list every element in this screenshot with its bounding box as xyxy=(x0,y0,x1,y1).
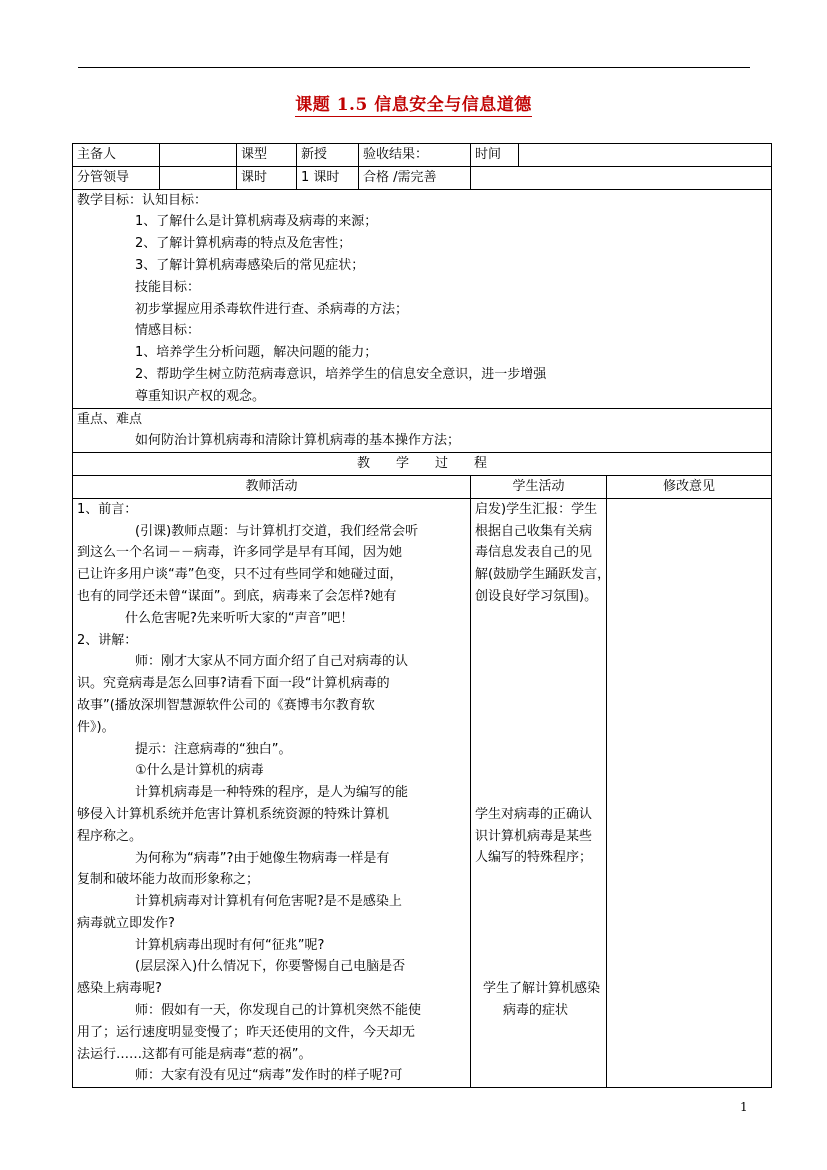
objectives-row xyxy=(73,189,772,408)
student-line: 人编写的特殊程序； xyxy=(475,850,593,866)
header-row-1 xyxy=(73,144,772,167)
objective-line: 3、了解计算机病毒感染后的常见症状； xyxy=(135,257,365,273)
teacher-line: 法运行……这都有可能是病毒“惹的祸”。 xyxy=(77,1046,312,1062)
objective-line: 2、了解计算机病毒的特点及危害性； xyxy=(135,236,352,252)
column-header-row xyxy=(73,475,772,498)
page-number: 1 xyxy=(740,1100,748,1114)
cell-type-value: 新授 xyxy=(297,144,359,167)
teacher-line: (引课)教师点题：与计算机打交道，我们经常会听 xyxy=(135,523,419,539)
teacher-line: 感染上病毒呢? xyxy=(77,981,162,997)
teacher-line: 用了；运行速度明显变慢了；昨天还使用的文件，今天却无 xyxy=(77,1024,416,1040)
comments-cell xyxy=(607,498,772,1088)
teacher-line: 计算机病毒出现时有何“征兆”呢? xyxy=(135,937,325,953)
teacher-line: 程序称之。 xyxy=(77,828,143,844)
key-points-text: 如何防治计算机病毒和清除计算机病毒的基本操作方法； xyxy=(135,433,461,449)
teacher-line: 复制和破坏能力故而形象称之； xyxy=(77,872,260,888)
teacher-line: ①什么是计算机的病毒 xyxy=(135,763,264,779)
student-line: 解(鼓励学生踊跃发言， xyxy=(475,567,611,583)
objective-line: 2、帮助学生树立防范病毒意识，培养学生的信息安全意识，进一步增强 xyxy=(135,366,547,382)
col-comments: 修改意见 xyxy=(607,475,772,498)
cell-time-label: 时间 xyxy=(471,144,519,167)
teacher-line: 师：刚才大家从不同方面介绍了自己对病毒的认 xyxy=(135,654,409,670)
student-line: 识计算机病毒是某些 xyxy=(475,828,593,844)
cell-leader-label: 分管领导 xyxy=(73,166,160,189)
process-title-row xyxy=(73,453,772,476)
student-line: 学生了解计算机感染 xyxy=(483,981,601,997)
teacher-line: 也有的同学还未曾“谋面”。到底，病毒来了会怎样?她有 xyxy=(77,588,397,604)
key-points-label: 重点、难点 xyxy=(77,411,143,427)
activity-row xyxy=(73,498,772,1088)
teacher-line: 计算机病毒对计算机有何危害呢?是不是感染上 xyxy=(135,894,402,910)
cell-preparer-value xyxy=(160,144,237,167)
cell-preparer-label: 主备人 xyxy=(73,144,160,167)
teacher-line: 计算机病毒是一种特殊的程序，是人为编写的能 xyxy=(135,785,409,801)
teacher-line: (层层深入)什么情况下，你要警惕自己电脑是否 xyxy=(135,959,406,975)
teacher-line: 件》)。 xyxy=(77,719,115,735)
col-student: 学生活动 xyxy=(471,475,607,498)
objective-line: 情感目标： xyxy=(135,323,201,339)
student-line: 毒信息发表自己的见 xyxy=(475,545,593,561)
objective-line: 尊重知识产权的观念。 xyxy=(135,388,266,404)
teacher-line: 2、讲解： xyxy=(77,632,138,648)
objective-line: 1、培养学生分析问题，解决问题的能力； xyxy=(135,345,378,361)
cell-hours-label: 课时 xyxy=(237,166,297,189)
teacher-line: 为何称为“病毒”?由于她像生物病毒一样是有 xyxy=(135,850,390,866)
teacher-line: 已让许多用户谈“毒”色变，只不过有些同学和她碰过面， xyxy=(77,567,403,583)
teacher-line: 到这么一个名词－－病毒，许多同学是早有耳闻，因为她 xyxy=(77,545,403,561)
header-row-2 xyxy=(73,166,772,189)
cell-empty xyxy=(471,166,772,189)
cell-leader-value xyxy=(160,166,237,189)
cell-time-value xyxy=(519,144,772,167)
student-line: 创设良好学习氛围)。 xyxy=(475,588,598,604)
student-line: 根据自己收集有关病 xyxy=(475,523,593,539)
student-line: 启发)学生汇报：学生 xyxy=(475,501,598,517)
teacher-line: 病毒就立即发作? xyxy=(77,915,175,931)
student-line: 病毒的症状 xyxy=(503,1002,569,1018)
objectives-heading: 教学目标：认知目标： xyxy=(77,192,208,208)
cell-result-label: 验收结果： xyxy=(359,144,471,167)
objective-line: 技能目标： xyxy=(135,279,201,295)
teacher-line: 师：假如有一天，你发现自己的计算机突然不能使 xyxy=(135,1003,422,1019)
key-points-row xyxy=(73,408,772,453)
col-teacher: 教师活动 xyxy=(73,475,471,498)
lesson-plan-table xyxy=(72,143,772,1088)
cell-hours-value: 1 课时 xyxy=(297,166,359,189)
cell-type-label: 课型 xyxy=(237,144,297,167)
page-title: 课题 1.5 信息安全与信息道德 xyxy=(295,95,532,115)
process-title: 教 学 过 程 xyxy=(73,453,772,476)
teacher-line: 什么危害呢?先来听听大家的“声音”吧！ xyxy=(125,610,354,626)
teacher-line: 识。究竟病毒是怎么回事?请看下面一段“计算机病毒的 xyxy=(77,676,390,692)
objective-line: 1、了解什么是计算机病毒及病毒的来源； xyxy=(135,214,378,230)
teacher-line: 够侵入计算机系统并危害计算机系统资源的特殊计算机 xyxy=(77,806,390,822)
teacher-line: 提示：注意病毒的“独白”。 xyxy=(135,741,292,757)
top-rule xyxy=(78,67,750,68)
teacher-line: 故事”(播放深圳智慧源软件公司的《赛博韦尔教育软 xyxy=(77,697,375,713)
teacher-line: 师：大家有没有见过“病毒”发作时的样子呢?可 xyxy=(135,1068,403,1084)
objective-line: 初步掌握应用杀毒软件进行查、杀病毒的方法； xyxy=(135,301,409,317)
student-line: 学生对病毒的正确认 xyxy=(475,806,593,822)
teacher-activity-cell xyxy=(73,498,471,1088)
teacher-line: 1、前言： xyxy=(77,501,138,517)
cell-result-value: 合格 /需完善 xyxy=(359,166,471,189)
student-activity-cell xyxy=(471,498,611,1088)
